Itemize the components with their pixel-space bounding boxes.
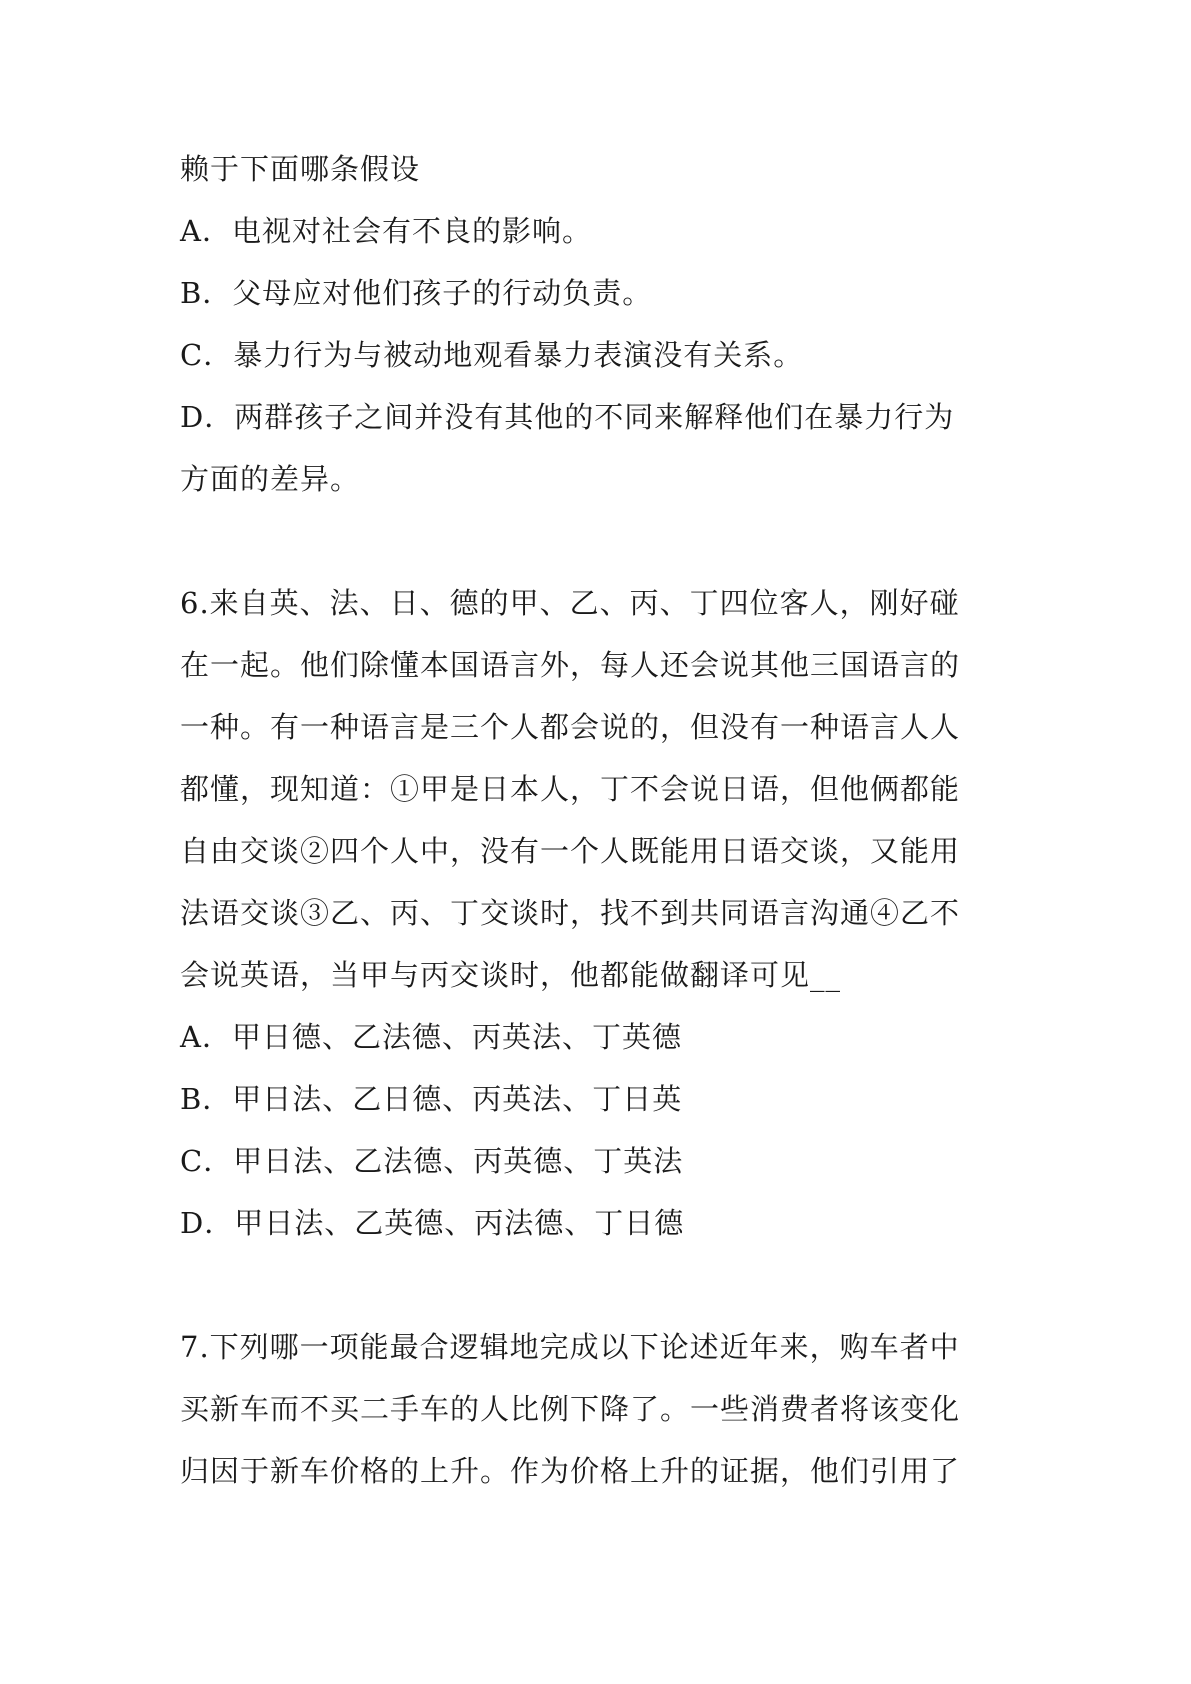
question-5-stem-tail: 赖于下面哪条假设 <box>180 152 421 186</box>
question-5-option-a: A．电视对社会有不良的影响。 <box>180 214 592 248</box>
question-5-option-d: D．两群孩子之间并没有其他的不同来解释他们在暴力行为 <box>180 400 955 434</box>
paragraph-gap <box>180 510 1020 572</box>
question-5-option-c: C．暴力行为与被动地观看暴力表演没有关系。 <box>180 338 804 372</box>
question-6-stem-line: 在一起。他们除懂本国语言外，每人还会说其他三国语言的 <box>180 648 961 682</box>
question-6-option-a: A．甲日德、乙法德、丙英法、丁英德 <box>180 1020 682 1054</box>
question-6-stem-line: 一种。有一种语言是三个人都会说的，但没有一种语言人人 <box>180 710 961 744</box>
question-5-continuation <box>180 138 1020 510</box>
question-7-stem-line: 归因于新车价格的上升。作为价格上升的证据，他们引用了 <box>180 1454 961 1488</box>
question-6 <box>180 572 1020 1254</box>
question-6-option-d: D．甲日法、乙英德、丙法德、丁日德 <box>180 1206 685 1240</box>
question-6-stem-line: 都懂，现知道：①甲是日本人，丁不会说日语，但他俩都能 <box>180 772 961 806</box>
question-5-option-b: B．父母应对他们孩子的行动负责。 <box>180 276 653 310</box>
question-7-stem-line: 买新车而不买二手车的人比例下降了。一些消费者将该变化 <box>180 1392 961 1426</box>
document-body <box>180 138 1020 1502</box>
question-7-stem-line: 7.下列哪一项能最合逻辑地完成以下论述近年来，购车者中 <box>180 1330 960 1364</box>
question-6-option-b: B．甲日法、乙日德、丙英法、丁日英 <box>180 1082 683 1116</box>
question-7 <box>180 1316 1020 1502</box>
question-6-stem-line: 6.来自英、法、日、德的甲、乙、丙、丁四位客人，刚好碰 <box>180 586 960 620</box>
question-6-stem-line: 会说英语，当甲与丙交谈时，他都能做翻译可见__ <box>180 958 842 992</box>
paragraph-gap <box>180 1254 1020 1316</box>
question-5-option-d-cont: 方面的差异。 <box>180 462 361 496</box>
question-6-stem-line: 法语交谈③乙、丙、丁交谈时，找不到共同语言沟通④乙不 <box>180 896 961 930</box>
question-6-option-c: C．甲日法、乙法德、丙英德、丁英法 <box>180 1144 684 1178</box>
question-6-stem-line: 自由交谈②四个人中，没有一个人既能用日语交谈，又能用 <box>180 834 961 868</box>
